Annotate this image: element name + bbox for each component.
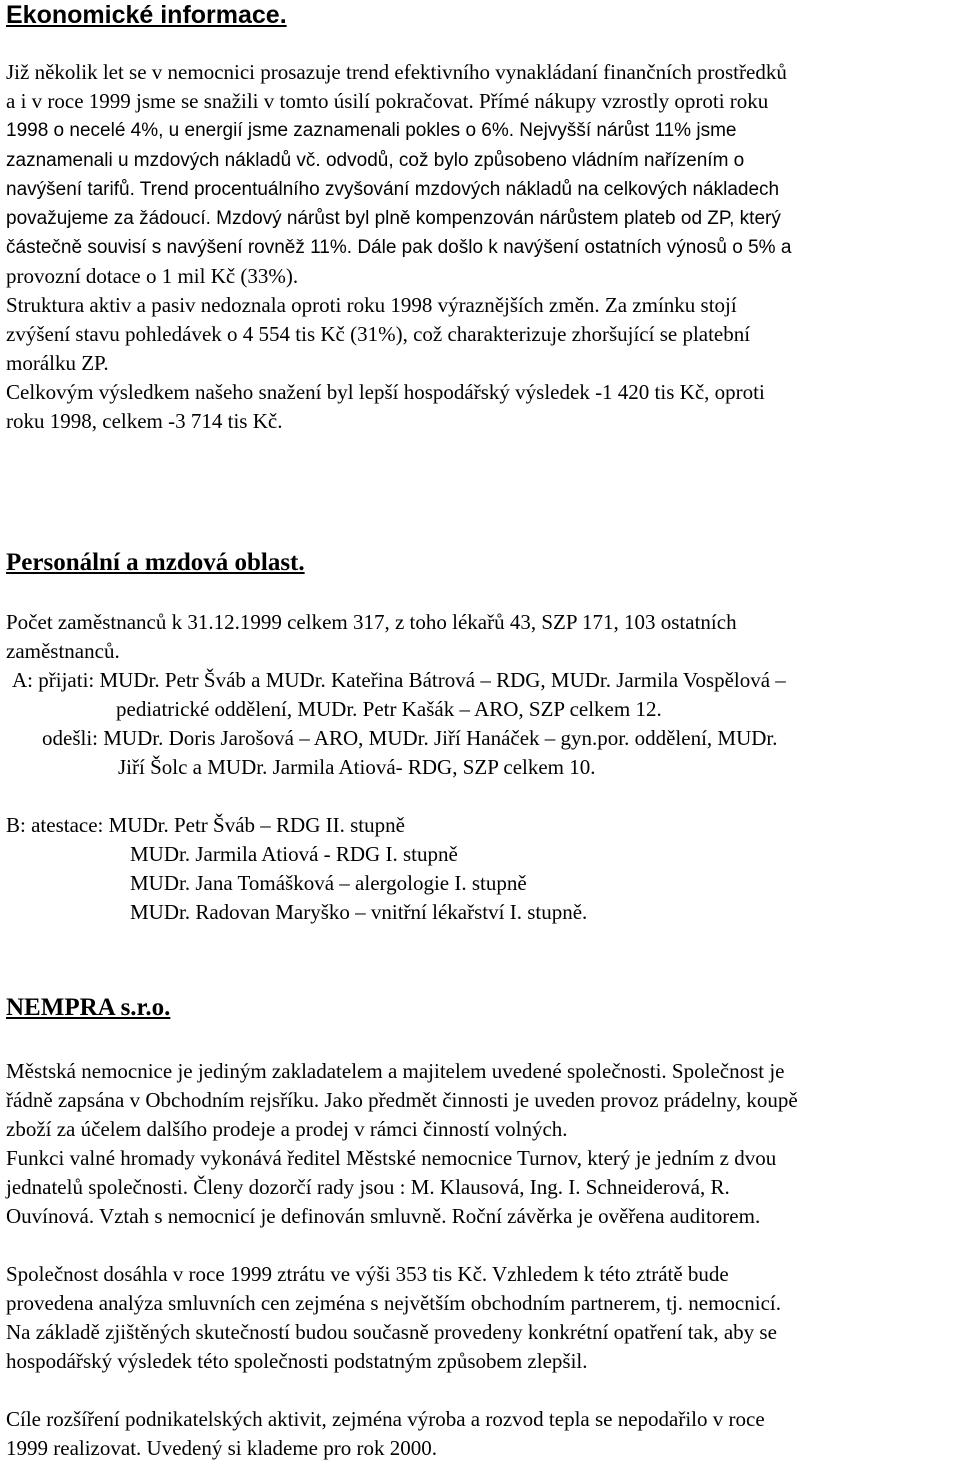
text-line: 1998 o necelé 4%, u energií jsme zaznamenali pokles o 6%. Nejvyšší nárůst 11% jsme xyxy=(6,120,737,141)
text-line: považujeme za žádoucí. Mzdový nárůst byl plně kompenzován nárůstem plateb od ZP, který xyxy=(6,208,781,229)
text-line: Společnost dosáhla v roce 1999 ztrátu ve výši 353 tis Kč. Vzhledem k této ztrátě bude xyxy=(6,1262,729,1286)
text-line: Na základě zjištěných skutečností budou současně provedeny konkrétní opatření tak, aby se xyxy=(6,1320,777,1344)
cert-item: MUDr. Jana Tomášková – alergologie I. stupně xyxy=(130,871,527,895)
nempra-paragraph-1 xyxy=(6,1057,956,1231)
section-heading-economic: Ekonomické informace. xyxy=(6,1,287,29)
text-line: zboží za účelem dalšího prodeje a prodej v rámci činností volných. xyxy=(6,1117,568,1141)
text-line: a i v roce 1999 jsme se snažili v tomto úsilí pokračovat. Přímé nákupy vzrostly oproti roku xyxy=(6,89,769,113)
section-heading-personnel: Personální a mzdová oblast. xyxy=(6,549,305,576)
text-line: Funkci valné hromady vykonává ředitel Městské nemocnice Turnov, který je jedním z dvou xyxy=(6,1146,777,1170)
section-heading-nempra: NEMPRA s.r.o. xyxy=(6,994,171,1021)
text-line: hospodářský výsledek této společnosti podstatným způsobem zlepšil. xyxy=(6,1349,588,1373)
text-line: provozní dotace o 1 mil Kč (33%). xyxy=(6,264,299,288)
text-line: řádně zapsána v Obchodním rejsříku. Jako předmět činnosti je uveden provoz prádelny, koupě xyxy=(6,1088,798,1112)
personnel-block xyxy=(6,608,956,927)
text-span: zaznamenali u mzdových nákladů vč. odvodů, což bylo způsobeno vládním nařízením o xyxy=(6,150,745,171)
text-line: Cíle rozšíření podnikatelských aktivit, zejména výroba a rozvod tepla se nepodařilo v roce xyxy=(6,1407,765,1431)
nempra-paragraph-3 xyxy=(6,1405,956,1463)
text-line: provedena analýza smluvních cen zejména s největším obchodním partnerem, tj. nemocnicí. xyxy=(6,1291,781,1315)
text-line: navýšení tarifů. Trend procentuálního zvyšování mzdových nákladů na celkových nákladech xyxy=(6,179,780,200)
text-line xyxy=(6,145,956,175)
text-line: Ouvínová. Vztah s nemocnicí je definován smluvně. Roční závěrka je ověřena auditorem. xyxy=(6,1204,761,1228)
certs-line: B: atestace: MUDr. Petr Šváb – RDG II. stupně xyxy=(6,813,405,837)
text-line: Městská nemocnice je jediným zakladatelem a majitelem uvedené společnosti. Společnost je xyxy=(6,1059,785,1083)
left-line-cont: Jiří Šolc a MUDr. Jarmila Atiová- RDG, SZP celkem 10. xyxy=(118,755,596,779)
left-line: odešli: MUDr. Doris Jarošová – ARO, MUDr. Jiří Hanáček – gyn.por. oddělení, MUDr. xyxy=(42,726,778,750)
text-line: Počet zaměstnanců k 31.12.1999 celkem 317, z toho lékařů 43, SZP 171, 103 ostatních xyxy=(6,610,737,634)
text-line: jednatelů společnosti. Členy dozorčí rady jsou : M. Klausová, Ing. I. Schneiderová, R. xyxy=(6,1175,730,1199)
text-line: 1999 realizovat. Uvedený si klademe pro rok 2000. xyxy=(6,1436,437,1460)
hired-line-cont: pediatrické oddělení, MUDr. Petr Kašák – ARO, SZP celkem 12. xyxy=(116,697,662,721)
document-page xyxy=(6,0,956,1463)
text-line: Již několik let se v nemocnici prosazuje trend efektivního vynakládaní finančních prostředků xyxy=(6,60,787,84)
nempra-paragraph-2 xyxy=(6,1260,956,1376)
text-line: částečně souvisí s navýšení rovněž 11%. Dále pak došlo k navýšení ostatních výnosů o 5% a xyxy=(6,237,792,258)
text-line: Struktura aktiv a pasiv nedoznala oproti roku 1998 výraznějších změn. Za zmínku stojí xyxy=(6,293,737,317)
text-line: roku 1998, celkem -3 714 tis Kč. xyxy=(6,409,283,433)
text-line: zaměstnanců. xyxy=(6,639,120,663)
cert-item: MUDr. Jarmila Atiová - RDG I. stupně xyxy=(130,842,458,866)
cert-item: MUDr. Radovan Maryško – vnitřní lékařství I. stupně. xyxy=(130,900,588,924)
text-line: Celkovým výsledkem našeho snažení byl lepší hospodářský výsledek -1 420 tis Kč, oproti xyxy=(6,380,765,404)
economic-paragraph xyxy=(6,58,956,436)
hired-line: A: přijati: MUDr. Petr Šváb a MUDr. Kateřina Bátrová – RDG, MUDr. Jarmila Vospělová – xyxy=(12,668,786,692)
text-line: morálku ZP. xyxy=(6,351,109,375)
text-line: zvýšení stavu pohledávek o 4 554 tis Kč (31%), což charakterizuje zhoršující se platební xyxy=(6,322,751,346)
